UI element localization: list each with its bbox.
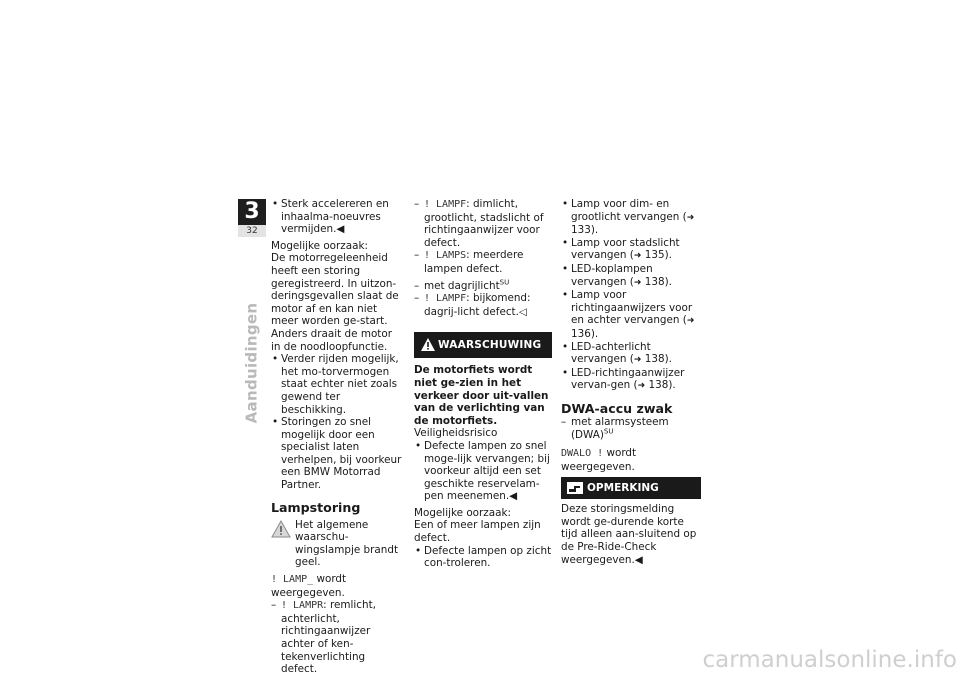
- arrow-right-icon: ➜: [633, 355, 642, 366]
- list-item: • LED-achterlicht vervangen (➜ 138).: [561, 341, 701, 367]
- bullet-check: • Defecte lampen op zicht con-troleren.: [414, 545, 552, 570]
- list-item: • Lamp voor stadslicht vervangen (➜ 135).: [561, 237, 701, 263]
- chapter-number: 3: [244, 199, 260, 224]
- arrow-right-icon: ➜: [633, 251, 642, 262]
- note-label: OPMERKING: [587, 482, 659, 495]
- page-ref-link[interactable]: 136: [571, 327, 591, 340]
- warning-lamp-row: [271, 519, 404, 569]
- cause-text: De motorregeleenheid heeft een storing geregistreerd. In uitzon-deringsgevallen slaat de motor af en kan niet meer worden ge-start. Anders draait de motor in de noodloopfunctie.: [271, 252, 399, 353]
- lamp-warning-text: Het algemene waarschu-wingslampje brandt geel.: [295, 518, 399, 569]
- page-ref-link[interactable]: 133: [571, 224, 591, 237]
- lamp-display-line: ! LAMP_ wordt weergegeven.: [271, 573, 347, 599]
- list-item: • Lamp voor richtingaanwijzers voor en achter vervangen (➜ 136).: [561, 289, 701, 340]
- column-2: [414, 198, 552, 570]
- bullet-repair: • Storingen zo snel mogelijk door een specialist laten verhelpen, bij voorkeur een BMW Motorrad Partner.: [271, 416, 404, 492]
- display-code-lamps: ! LAMPS: [424, 250, 467, 262]
- chapter-tab: [238, 199, 266, 237]
- note-banner: [561, 477, 701, 499]
- bullet-accelerate: • Sterk accelereren en inhaalma-noeuvres vermijden.◀: [271, 198, 404, 236]
- chapter-label: Aanduidingen: [242, 302, 261, 424]
- display-code-lampr: ! LAMPR: [281, 600, 324, 612]
- note-text: Deze storingsmelding wordt ge-durende korte tijd alleen aan-sluitend op de Pre-Ride-Check weergegeven.◀: [561, 503, 697, 566]
- dash-daylight: – met dagrijlicht$^{SU}$: [414, 280, 552, 293]
- arrow-right-icon: ➜: [633, 277, 642, 288]
- warning-label: WAARSCHUWING: [438, 339, 542, 352]
- dwa-display-line: DWALO ! wordt weergegeven.: [561, 447, 637, 473]
- dash-lamps: – ! LAMPS: meerdere lampen defect.: [414, 249, 552, 275]
- pointing-hand-icon: [566, 480, 584, 496]
- risk-text: Veiligheidsrisico: [414, 427, 498, 440]
- display-code-lamp: ! LAMP_: [271, 574, 314, 586]
- page-ref-link[interactable]: 138: [644, 275, 665, 288]
- page-number: 32: [238, 225, 266, 237]
- bullet-replace: • Defecte lampen zo snel moge-lijk vervangen; bij voorkeur altijd een set geschikte reservelam-pen meenemen.◀: [414, 440, 552, 503]
- cause-label: Mogelijke oorzaak:: [271, 239, 369, 252]
- display-code-lampf: ! LAMPF: [424, 199, 467, 210]
- display-code-lampf-2: ! LAMPF: [424, 293, 467, 305]
- bullet-continue: • Verder rijden mogelijk, het mo-torvermogen staat echter niet zoals gewend ter beschikking.: [271, 353, 404, 416]
- page-ref-link[interactable]: 138: [644, 353, 665, 366]
- column-3: [561, 198, 701, 566]
- warning-triangle-icon: [420, 337, 436, 352]
- dash-lampr: – ! LAMPR: remlicht, achterlicht, richtingaanwijzer achter of ken-tekenverlichting defect.: [271, 599, 404, 676]
- page-ref-link[interactable]: 138: [648, 379, 669, 392]
- dash-lampf: – ! LAMPF: dimlicht, grootlicht, stadslicht of richtingaanwijzer voor defect.: [414, 198, 552, 249]
- section-heading-dwa: DWA-accu zwak: [561, 400, 673, 416]
- dash-alarm: – met alarmsysteem (DWA)$^{SU}$: [561, 416, 701, 441]
- cause-label-2: Mogelijke oorzaak:: [414, 506, 512, 519]
- arrow-right-icon: ➜: [686, 212, 695, 223]
- cause-text-2: Een of meer lampen zijn defect.: [414, 519, 541, 545]
- list-item: • LED-koplampen vervangen (➜ 138).: [561, 263, 701, 289]
- watermark-text: carmanualsonline.info: [702, 647, 957, 673]
- column-1: [271, 198, 404, 676]
- display-code-dwalo: DWALO !: [561, 448, 604, 460]
- dash-lampf-daylight: – ! LAMPF: bijkomend: dagrij-licht defect.◁: [414, 292, 552, 318]
- page-ref-link[interactable]: 135: [644, 249, 665, 262]
- arrow-right-icon: ➜: [637, 381, 646, 392]
- warning-headline: De motorfiets wordt niet ge-zien in het verkeer door uit-vallen van de verlichting van de motorfiets.: [414, 364, 549, 427]
- warning-triangle-icon: [271, 520, 291, 538]
- list-item: • Lamp voor dim- en grootlicht vervangen (➜ 133).: [561, 198, 701, 237]
- arrow-right-icon: ➜: [686, 316, 695, 327]
- section-heading-lampstoring: Lampstoring: [271, 499, 361, 515]
- list-item: • LED-richtingaanwijzer vervan-gen (➜ 138).: [561, 367, 701, 393]
- warning-banner: [414, 332, 552, 358]
